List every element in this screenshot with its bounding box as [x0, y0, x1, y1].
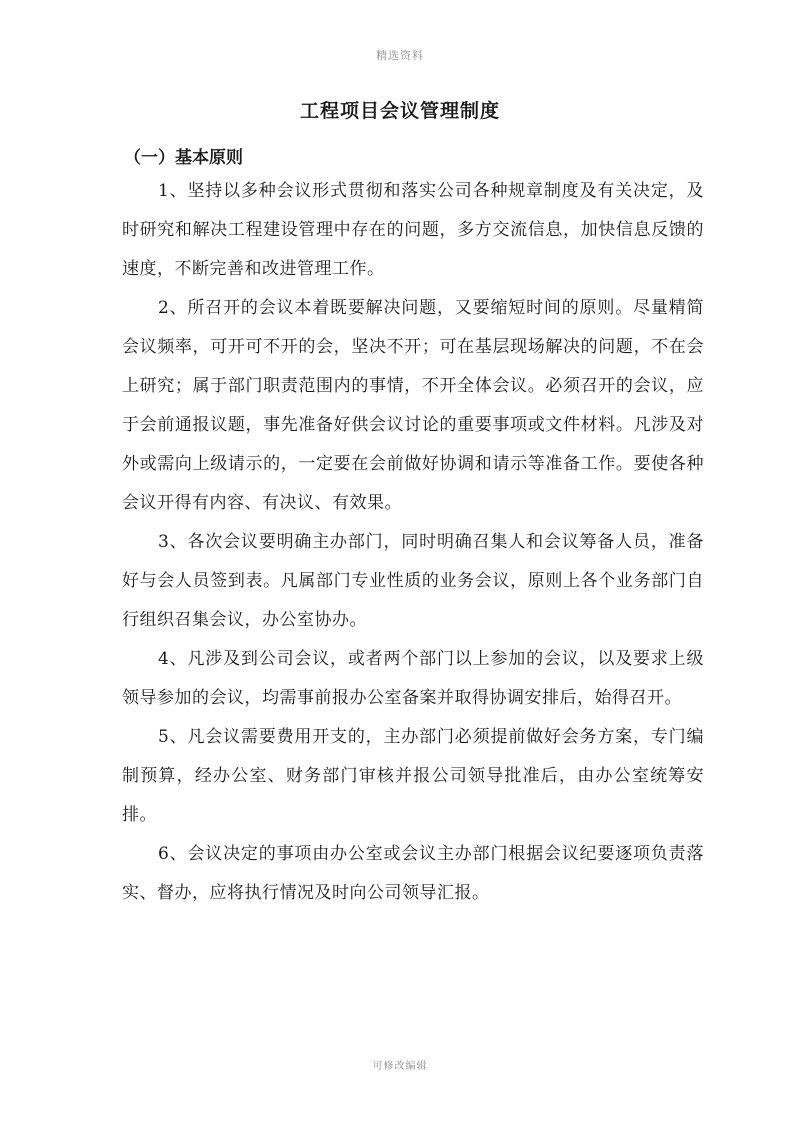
section-heading: （一）基本原则 [124, 148, 243, 168]
paragraph-4: 4、凡涉及到公司会议，或者两个部门以上参加的会议，以及要求上级领导参加的会议，均需事前报办公室备案并取得协调安排后，始得召开。 [122, 649, 704, 708]
document-title: 工程项目会议管理制度 [299, 100, 500, 122]
paragraph-5: 5、凡会议需要费用开支的，主办部门必须提前做好会务方案，专门编制预算，经办公室、财务部门审核并报公司领导批准后，由办公室统筹安排。 [122, 727, 704, 825]
paragraph-3: 3、各次会议要明确主办部门，同时明确召集人和会议筹备人员，准备好与会人员签到表。凡属部门专业性质的业务会议，原则上各个业务部门自行组织召集会议，办公室协办。 [122, 532, 704, 630]
footer-watermark: 可修改编辑 [372, 1061, 428, 1072]
header-watermark: 精选资料 [376, 49, 424, 62]
document-body [122, 172, 704, 913]
paragraph-2: 2、所召开的会议本着既要解决问题，又要缩短时间的原则。尽量精简会议频率，可开可不开的会，坚决不开；可在基层现场解决的问题，不在会上研究；属于部门职责范围内的事情，不开全体会议。必须召开的会议，应于会前通报议题，事先准备好供会议讨论的重要事项或文件材料。凡涉及对外或需向上级请示的，一定要在会前做好协调和请示等准备工作。要使各种会议开得有内容、有决议、有效果。 [122, 298, 704, 513]
paragraph-6: 6、会议决定的事项由办公室或会议主办部门根据会议纪要逐项负责落实、督办，应将执行情况及时向公司领导汇报。 [122, 844, 704, 903]
paragraph-1: 1、坚持以多种会议形式贯彻和落实公司各种规章制度及有关决定，及时研究和解决工程建设管理中存在的问题，多方交流信息，加快信息反馈的速度，不断完善和改进管理工作。 [122, 181, 704, 279]
